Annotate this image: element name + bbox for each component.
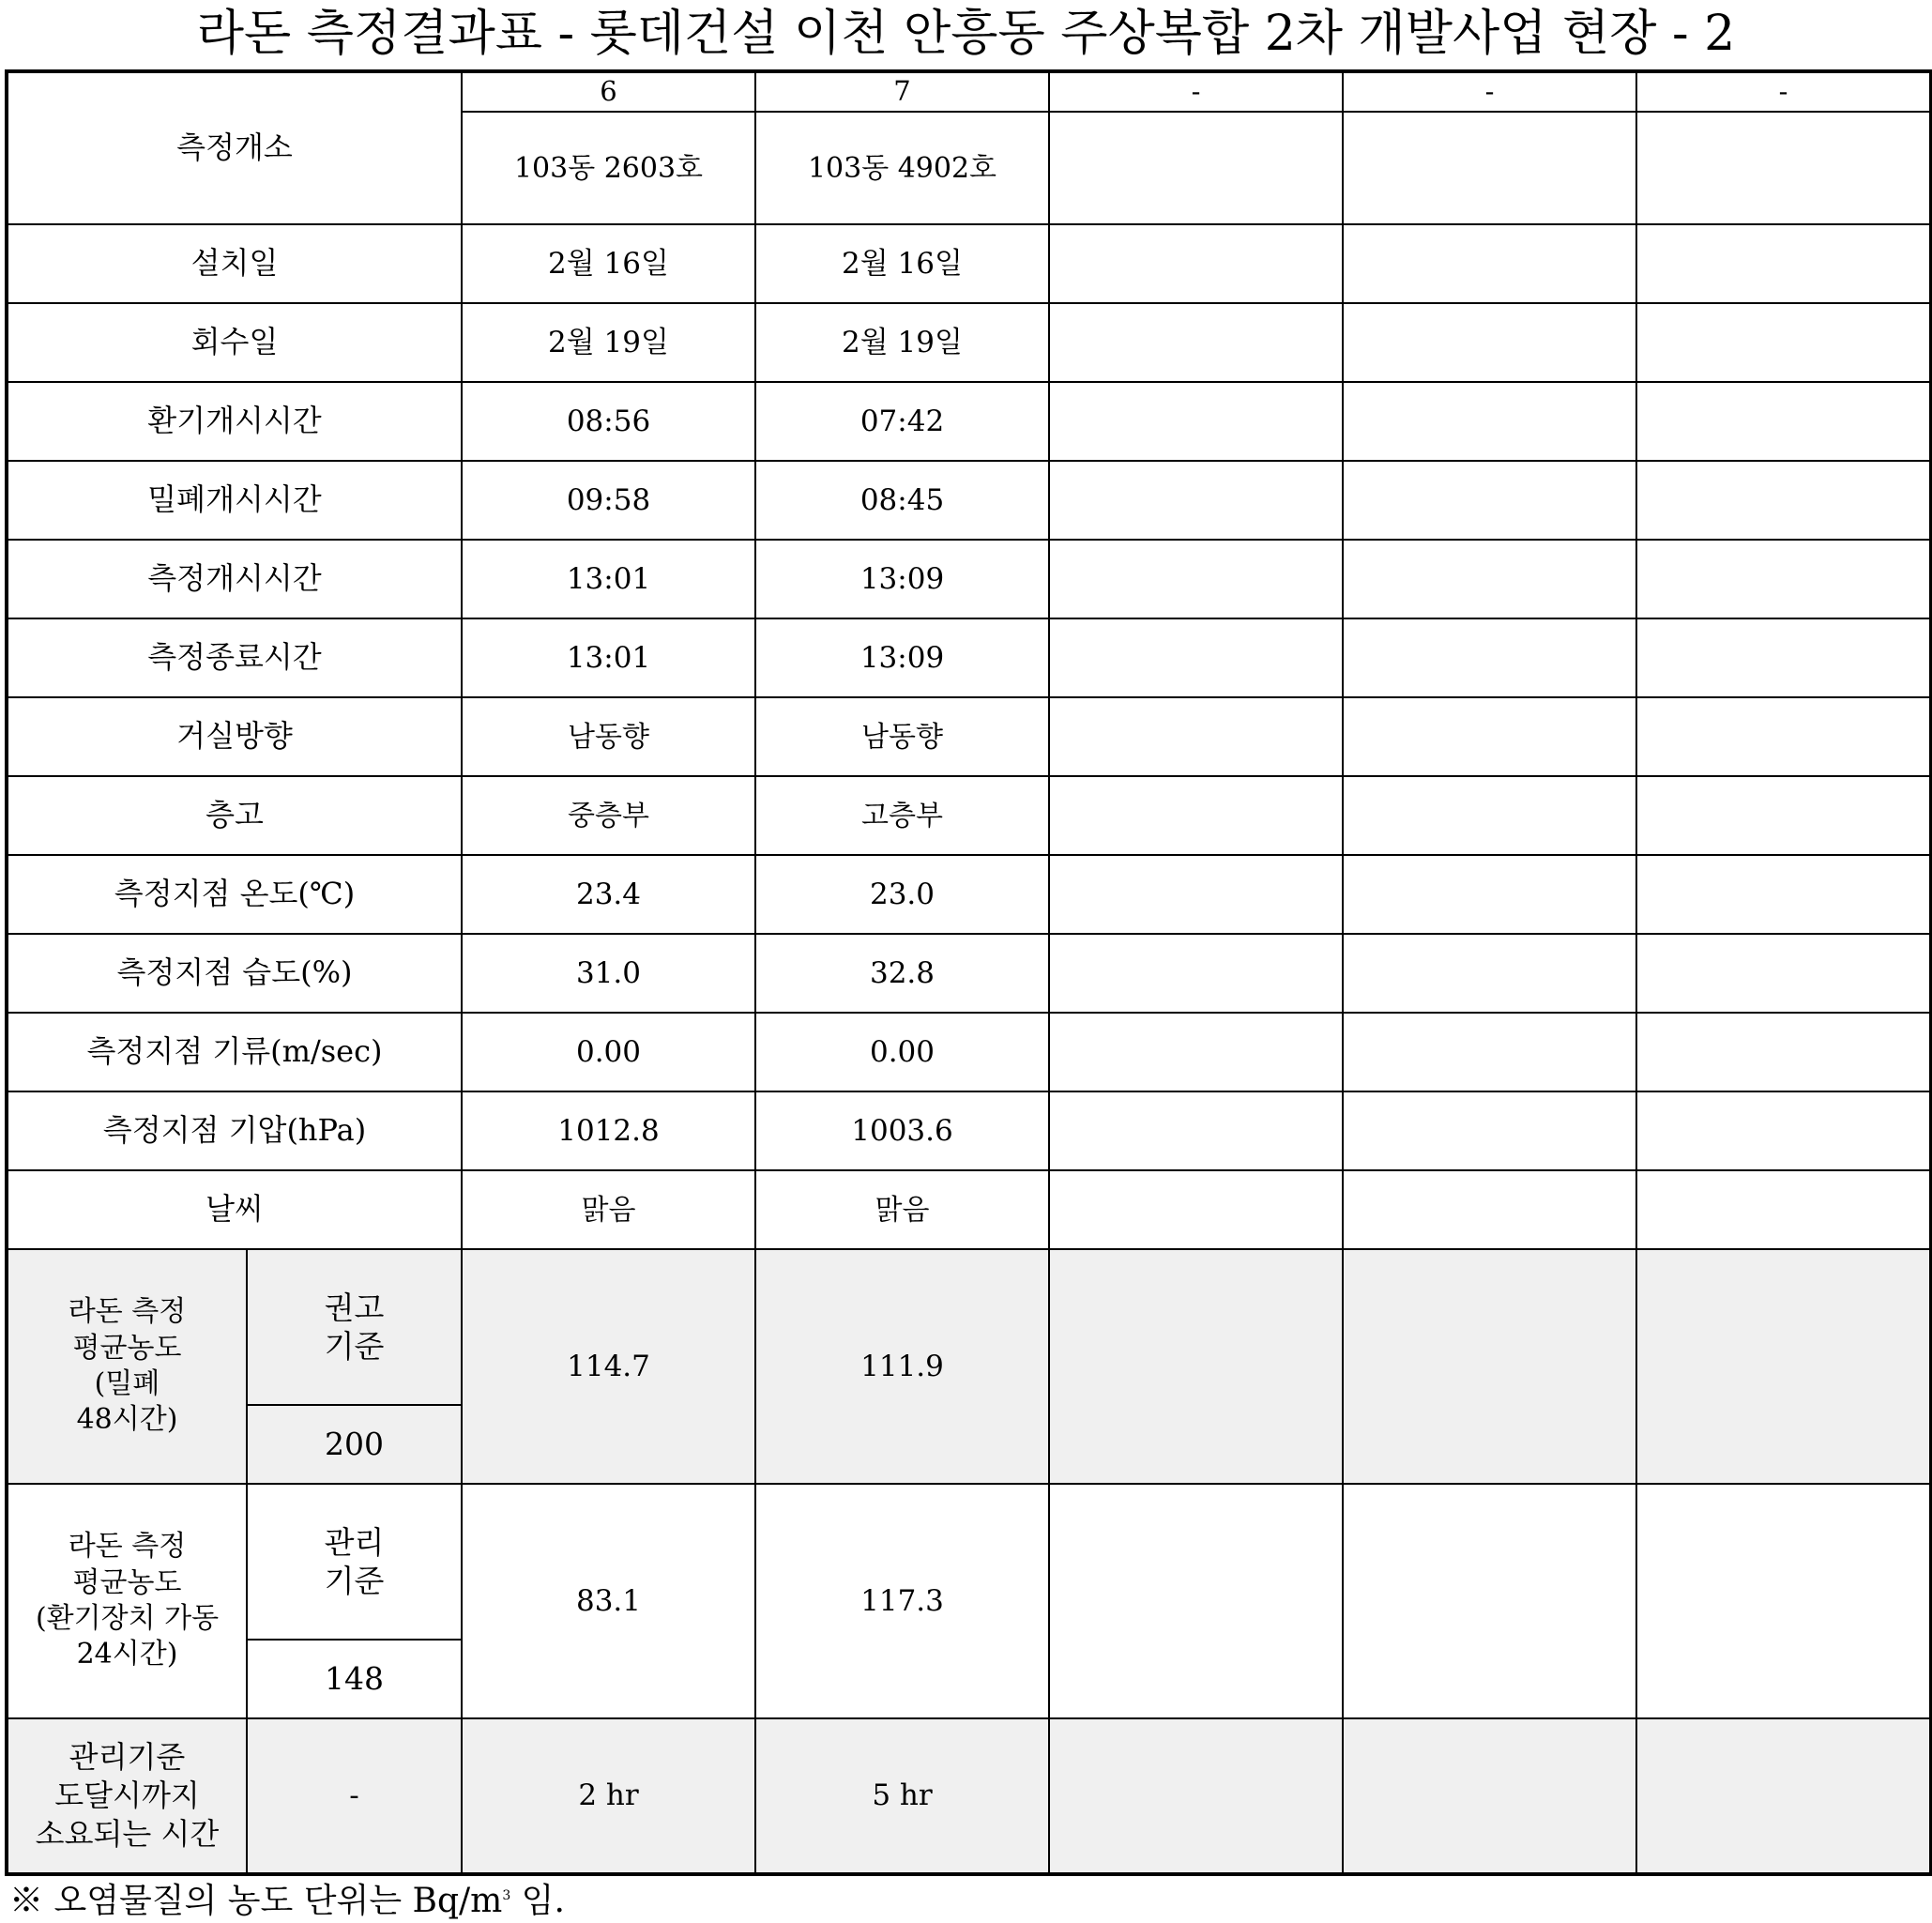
table-row xyxy=(7,934,1931,1013)
column-number: - xyxy=(1049,71,1343,112)
recommended-standard-label xyxy=(247,1249,462,1405)
table-cell xyxy=(1343,1013,1636,1091)
radon-vent-label-line: 평균농도 xyxy=(72,1565,182,1599)
table-row xyxy=(7,1013,1931,1091)
table-cell: 1012.8 xyxy=(462,1091,755,1170)
footnote-prefix: ※ 오염물질의 농도 단위는 Bq/m xyxy=(9,1882,503,1920)
table-cell xyxy=(1636,1013,1931,1091)
radon-sealed-label-line: 라돈 측정 xyxy=(68,1295,187,1329)
time-value-cell xyxy=(1636,1718,1931,1874)
table-cell: 13:01 xyxy=(462,540,755,618)
table-cell xyxy=(1343,303,1636,382)
airflow-label: 측정지점 기류(m/sec) xyxy=(7,1013,462,1091)
table-row xyxy=(7,540,1931,618)
location-cell xyxy=(1049,112,1343,224)
time-value-cell xyxy=(1049,1718,1343,1874)
unit-footnote xyxy=(9,1874,565,1920)
radon-sealed-label-line: 평균농도 xyxy=(72,1331,182,1365)
table-row xyxy=(7,303,1931,382)
table-cell xyxy=(1343,776,1636,855)
table-cell xyxy=(1049,934,1343,1013)
page-title: 라돈 측정결과표 - 롯데건설 이천 안흥동 주상복합 2차 개발사업 현장 - 2 xyxy=(196,6,1736,62)
radon-vent-row xyxy=(7,1484,1931,1640)
vent-start-label: 환기개시시간 xyxy=(7,382,462,461)
table-cell: 23.0 xyxy=(755,855,1049,934)
table-cell: 31.0 xyxy=(462,934,755,1013)
radon-sealed-row xyxy=(7,1249,1931,1405)
table-cell xyxy=(1049,697,1343,776)
footnote-suffix: 임. xyxy=(510,1882,565,1920)
management-standard-label xyxy=(247,1484,462,1640)
management-standard-value: 148 xyxy=(247,1640,462,1718)
location-cell xyxy=(1636,112,1931,224)
radon-value-cell xyxy=(1049,1249,1343,1484)
radon-value-cell xyxy=(1049,1484,1343,1718)
location-label: 측정개소 xyxy=(7,71,462,224)
table-cell xyxy=(1049,382,1343,461)
table-cell xyxy=(1343,618,1636,697)
living-direction-label: 거실방향 xyxy=(7,697,462,776)
table-cell xyxy=(1049,1170,1343,1249)
table-cell xyxy=(1343,224,1636,303)
time-label-line: 소요되는 시간 xyxy=(35,1815,220,1852)
table-cell: 08:45 xyxy=(755,461,1049,540)
table-cell xyxy=(1049,303,1343,382)
time-label-line: 도달시까지 xyxy=(54,1778,200,1814)
seal-start-label: 밀폐개시시간 xyxy=(7,461,462,540)
table-cell xyxy=(1636,461,1931,540)
radon-vent-label xyxy=(7,1484,247,1718)
floor-level-label: 층고 xyxy=(7,776,462,855)
table-cell xyxy=(1049,1013,1343,1091)
time-value-cell: 5 hr xyxy=(755,1718,1049,1874)
table-cell xyxy=(1343,934,1636,1013)
footnote-superscript: 3 xyxy=(502,1888,511,1903)
weather-label: 날씨 xyxy=(7,1170,462,1249)
table-cell: 0.00 xyxy=(755,1013,1049,1091)
table-cell xyxy=(1636,224,1931,303)
table-cell: 2월 16일 xyxy=(755,224,1049,303)
column-number: - xyxy=(1343,71,1636,112)
radon-vent-label-line: 라돈 측정 xyxy=(68,1530,187,1564)
column-number-row xyxy=(7,71,1931,112)
table-cell xyxy=(1636,855,1931,934)
radon-value-cell xyxy=(1636,1484,1931,1718)
std-label-line: 기준 xyxy=(324,1328,385,1365)
column-number: 7 xyxy=(755,71,1049,112)
table-cell: 07:42 xyxy=(755,382,1049,461)
table-cell xyxy=(1636,1170,1931,1249)
column-number: 6 xyxy=(462,71,755,112)
measure-start-label: 측정개시시간 xyxy=(7,540,462,618)
install-date-label: 설치일 xyxy=(7,224,462,303)
radon-value-cell: 111.9 xyxy=(755,1249,1049,1484)
table-row xyxy=(7,618,1931,697)
table-cell xyxy=(1049,461,1343,540)
table-row xyxy=(7,1170,1931,1249)
time-to-standard-std: - xyxy=(247,1718,462,1874)
table-cell xyxy=(1636,697,1931,776)
radon-result-table xyxy=(5,69,1932,1876)
column-number: - xyxy=(1636,71,1931,112)
radon-value-cell xyxy=(1636,1249,1931,1484)
table-cell: 2월 16일 xyxy=(462,224,755,303)
table-cell: 08:56 xyxy=(462,382,755,461)
table-cell: 09:58 xyxy=(462,461,755,540)
table-row xyxy=(7,461,1931,540)
table-row xyxy=(7,382,1931,461)
table-cell xyxy=(1049,224,1343,303)
table-cell xyxy=(1343,461,1636,540)
radon-sealed-label-line: (밀폐 xyxy=(94,1367,160,1400)
table-row xyxy=(7,697,1931,776)
radon-value-cell: 114.7 xyxy=(462,1249,755,1484)
table-cell: 0.00 xyxy=(462,1013,755,1091)
table-cell: 13:09 xyxy=(755,540,1049,618)
table-cell: 맑음 xyxy=(462,1170,755,1249)
std-label-line: 기준 xyxy=(324,1563,385,1599)
radon-sealed-label xyxy=(7,1249,247,1484)
table-cell: 13:01 xyxy=(462,618,755,697)
temperature-label: 측정지점 온도(℃) xyxy=(7,855,462,934)
table-cell xyxy=(1636,1091,1931,1170)
time-value-cell: 2 hr xyxy=(462,1718,755,1874)
table-cell: 13:09 xyxy=(755,618,1049,697)
time-to-standard-row xyxy=(7,1718,1931,1874)
time-label-line: 관리기준 xyxy=(68,1739,186,1776)
table-cell: 1003.6 xyxy=(755,1091,1049,1170)
table-cell: 2월 19일 xyxy=(462,303,755,382)
table-cell xyxy=(1636,934,1931,1013)
radon-value-cell: 83.1 xyxy=(462,1484,755,1718)
table-cell xyxy=(1049,1091,1343,1170)
radon-sealed-label-line: 48시간) xyxy=(76,1403,178,1437)
table-cell xyxy=(1636,303,1931,382)
table-cell: 남동향 xyxy=(462,697,755,776)
table-cell xyxy=(1636,776,1931,855)
table-cell xyxy=(1049,540,1343,618)
table-cell xyxy=(1343,697,1636,776)
table-row xyxy=(7,1091,1931,1170)
table-row xyxy=(7,224,1931,303)
time-value-cell xyxy=(1343,1718,1636,1874)
table-cell: 2월 19일 xyxy=(755,303,1049,382)
radon-vent-label-line: 24시간) xyxy=(76,1638,178,1671)
table-cell: 맑음 xyxy=(755,1170,1049,1249)
table-cell xyxy=(1049,776,1343,855)
table-cell: 고층부 xyxy=(755,776,1049,855)
pressure-label: 측정지점 기압(hPa) xyxy=(7,1091,462,1170)
std-label-line: 관리 xyxy=(324,1523,385,1561)
radon-value-cell xyxy=(1343,1484,1636,1718)
table-cell xyxy=(1636,618,1931,697)
table-cell xyxy=(1343,540,1636,618)
radon-value-cell xyxy=(1343,1249,1636,1484)
table-cell xyxy=(1343,382,1636,461)
location-cell: 103동 4902호 xyxy=(755,112,1049,224)
collect-date-label: 회수일 xyxy=(7,303,462,382)
humidity-label: 측정지점 습도(%) xyxy=(7,934,462,1013)
table-cell xyxy=(1343,1091,1636,1170)
radon-vent-label-line: (환기장치 가동 xyxy=(35,1602,220,1635)
table-cell: 남동향 xyxy=(755,697,1049,776)
table-cell xyxy=(1049,855,1343,934)
table-cell xyxy=(1343,1170,1636,1249)
table-cell: 32.8 xyxy=(755,934,1049,1013)
time-to-standard-label xyxy=(7,1718,247,1874)
location-cell: 103동 2603호 xyxy=(462,112,755,224)
std-label-line: 권고 xyxy=(324,1289,385,1326)
radon-value-cell: 117.3 xyxy=(755,1484,1049,1718)
recommended-standard-value: 200 xyxy=(247,1405,462,1484)
table-cell xyxy=(1343,855,1636,934)
table-cell xyxy=(1636,382,1931,461)
table-cell xyxy=(1636,540,1931,618)
table-cell: 중층부 xyxy=(462,776,755,855)
table-row xyxy=(7,855,1931,934)
measure-end-label: 측정종료시간 xyxy=(7,618,462,697)
location-cell xyxy=(1343,112,1636,224)
table-row xyxy=(7,776,1931,855)
table-cell xyxy=(1049,618,1343,697)
table-cell: 23.4 xyxy=(462,855,755,934)
